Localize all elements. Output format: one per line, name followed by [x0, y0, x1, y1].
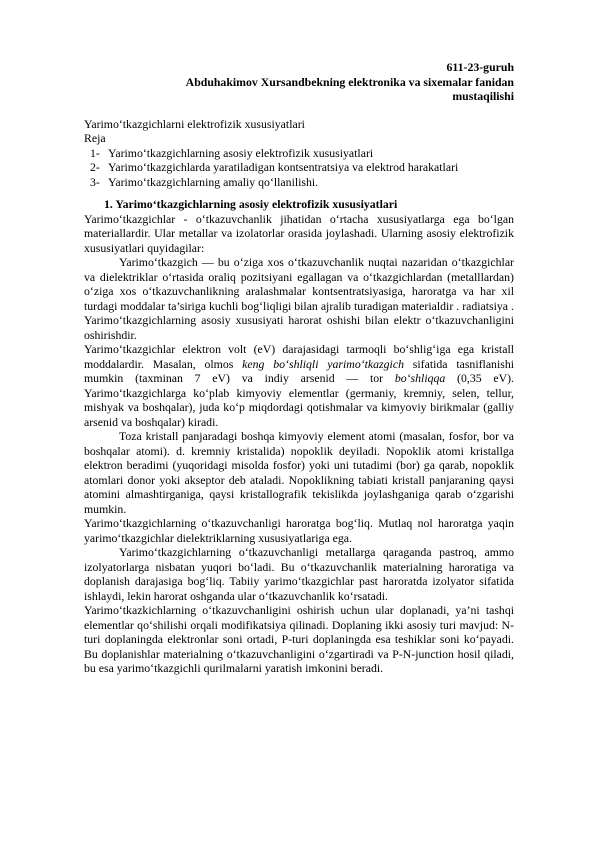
paragraph-impurity: Toza kristall panjaradagi boshqa kimyoviy element atomi (masalan, fosfor, bor va boshqalar atomi). d. kremniy kristalida) nopoklik deyiladi. Nopoklik atomi kristallga elektron beradimi (yuqoridagi misolda fosfor) yoki uni tutadimi (bor) ga qarab, nopoklik atomlari donor yoki akseptor deb ataladi. Nopoklikning tabiati kristall panjaraning qaysi atomini almashtirganiga, qaysi kristallografik tekislikda joylashganiga qarab o‘zgarishi mumkin. — [84, 429, 514, 516]
text-run: Yarimo‘tkazgichlar elektron volt (eV) darajasidagi tarmoqli bo‘shlig‘iga ega kristall moddalardir. Masalan, olmos — [84, 342, 514, 371]
document-page — [84, 60, 514, 676]
paragraph-band-gap — [84, 342, 514, 429]
plan-label: Reja — [84, 131, 106, 146]
plan-item — [84, 146, 514, 161]
group-label: 611-23-guruh — [446, 60, 514, 74]
paragraph-definition: Yarimo‘tkazgich — bu o‘ziga xos o‘tkazuvchanlik nuqtai nazaridan o‘tkazgichlar va dielektriklar o‘rtasida oraliq pozitsiyani egallagan va o‘tkazgichlardan (metalllardan) o‘ziga xos o‘tkazuvchanlikning aralashmalar kontsentratsiyasiga, haroratga va har xil turdagi moddalar ta’siriga kuchli bog‘liqligi bilan ajralib turadigan materialdir . radiatsiya . Yarimo‘tkazgichlarning asosiy xususiyati harorat oshishi bilan elektr o‘tkazuvchanligini oshirishdir. — [84, 255, 514, 342]
plan-item-text: Yarimo‘tkazgichlarning amaliy qo‘llanilishi. — [108, 174, 319, 189]
plan-item — [84, 175, 514, 190]
plan-item-number: 1- — [90, 145, 100, 160]
plan-item-text: Yarimo‘tkazgichlarda yaratiladigan kontsentratsiya va elektrod harakatlari — [108, 160, 459, 175]
header-title-line1: Abduhakimov Xursandbekning elektronika va sixemalar fanidan — [185, 74, 514, 89]
plan-item-number: 2- — [90, 160, 100, 175]
paragraph-doping: Yarimo‘tkazkichlarning o‘tkazuvchanligini oshirish uchun ular doplanadi, ya’ni tashqi elementlar qo‘shilishi orqali modifikatsiya qilinadi. Doplaning ikki asosiy turi mavjud: N-turi doplaningda elektronlar soni ortadi, P-turi doplaningda esa teshiklar soni ko‘payadi. Bu doplanishlar materialning o‘tkazuvchanligini o‘zgartiradi va P-N-junction hosil qiladi, bu esa yarimo‘tkazgichli qurilmalarni yaratish imkonini beradi. — [84, 603, 514, 676]
header-title-line2: mustaqilishi — [452, 89, 514, 104]
paragraph-intro: Yarimo‘tkazgichlar - o‘tkazuvchanlik jihatidan o‘rtacha xususiyatlarga ega bo‘lgan materiallardir. Ular metallar va izolatorlar orasida joylashadi. Ularning asosiy elektrofizik xususiyatlari quyidagilar: — [84, 211, 514, 255]
text-run: sifatida tasniflanishi mumkin (taxminan 7 eV) va indiy arsenid — tor — [84, 356, 514, 386]
document-header — [84, 60, 514, 104]
italic-term: bo‘shliqqa — [394, 371, 446, 386]
paragraph-conductivity: Yarimo‘tkazgichlarning o‘tkazuvchanligi metallarga qaraganda pastroq, ammo izolyatorlarga nisbatan yuqori bo‘ladi. Bu o‘tkazuvchanlik materialning haroratiga va doplanish darajasiga bog‘liq. Tabiiy yarimo‘tkazgichlar past haroratda izolyator sifatida ishlaydi, lekin harorat oshganda ular o‘tkazuvchanlik ko‘rsatadi. — [84, 545, 514, 603]
paragraph-temperature: Yarimo‘tkazgichlarning o‘tkazuvchanligi haroratga bog‘liq. Mutlaq nol haroratga yaqin yarimo‘tkazgichlar dielektriklarning xususiyatlariga ega. — [84, 516, 514, 545]
text-run: (0,35 eV). Yarimo‘tkazgichlarga ko‘plab kimyoviy elementlar (germaniy, kremniy, selen, tellur, mishyak va boshqalar), juda ko‘p miqdordagi qotishmalar va kimyoviy birikmalar (galliy arsenid va boshqalar) kiradi. — [84, 371, 514, 429]
plan-item-text: Yarimo‘tkazgichlarning asosiy elektrofizik xususiyatlari — [108, 145, 374, 160]
plan-item — [84, 160, 514, 175]
plan-list — [84, 146, 514, 190]
topic-title: Yarimo‘tkazgichlarni elektrofizik xususiyatlari — [84, 116, 305, 131]
document-body — [84, 117, 514, 676]
section-heading: 1. Yarimo‘tkazgichlarning asosiy elektrofizik xususiyatlari — [104, 197, 398, 212]
plan-item-number: 3- — [90, 174, 100, 189]
italic-term: keng bo‘shliqli yarimo‘tkazgich — [242, 356, 404, 371]
